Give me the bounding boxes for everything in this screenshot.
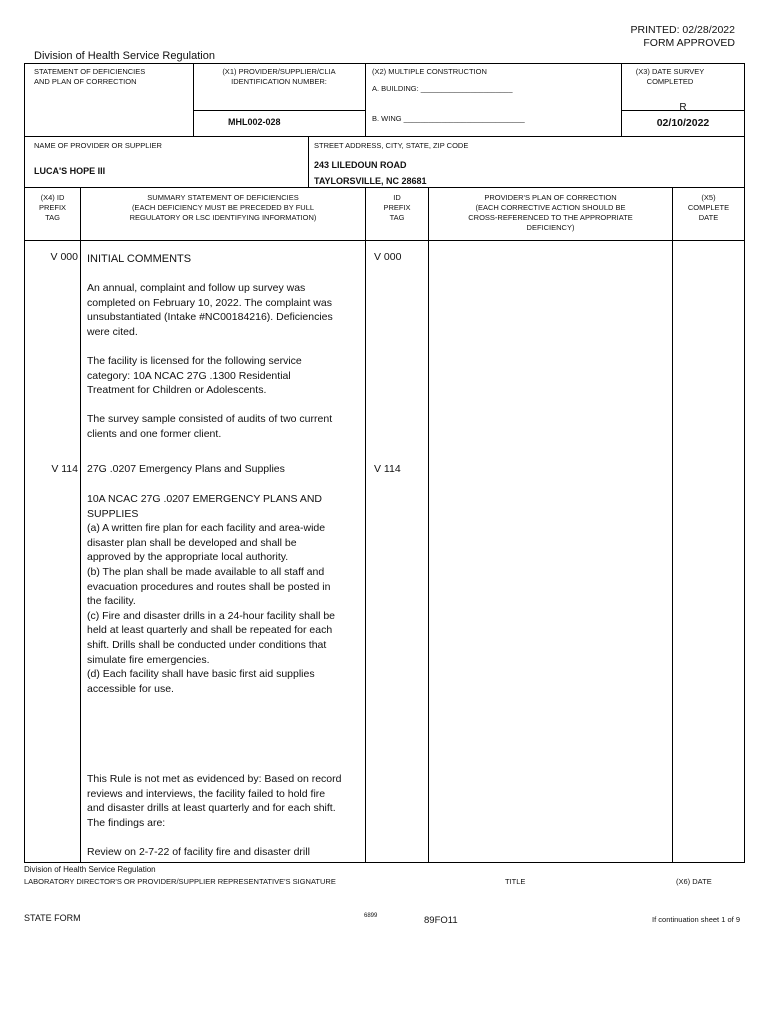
id-header [366, 193, 428, 223]
summary-header-line1: SUMMARY STATEMENT OF DEFICIENCIES [147, 193, 299, 202]
v114-findings [87, 772, 342, 874]
v000-body [87, 281, 337, 456]
provider-name: LUCA'S HOPE III [34, 166, 106, 176]
summary-header-line2: (EACH DEFICIENCY MUST BE PRECEDED BY FULL [131, 203, 315, 212]
v000-id-tag: V 000 [374, 251, 402, 263]
building-label: A. BUILDING: ______________________ [372, 84, 513, 93]
x3-label [621, 67, 719, 87]
v000-paragraph: The facility is licensed for the following service category: 10A NCAC 27G .1300 Residential Treatment for Children or Adolescents. [87, 354, 302, 397]
address-label: STREET ADDRESS, CITY, STATE, ZIP CODE [314, 141, 469, 150]
v114-rule-heading: 10A NCAC 27G .0207 EMERGENCY PLANS AND SUPPLIES [87, 493, 322, 520]
form-code: 89FO11 [424, 915, 458, 926]
provider-id-number: MHL002-028 [228, 117, 281, 127]
summary-header-line3: REGULATORY OR LSC IDENTIFYING INFORMATION) [129, 213, 317, 222]
wing-label: B. WING _____________________________ [372, 114, 525, 123]
x3-label-line1: (X3) DATE SURVEY [635, 67, 705, 76]
division-title: Division of Health Service Regulation [34, 50, 215, 62]
x5-header-line3: DATE [698, 213, 719, 222]
id-header-line3: TAG [389, 213, 405, 222]
x4-header-line3: TAG [45, 213, 60, 222]
signature-label: LABORATORY DIRECTOR'S OR PROVIDER/SUPPLIER REPRESENTATIVE'S SIGNATURE [24, 877, 336, 886]
statement-title-line1: STATEMENT OF DEFICIENCIES [34, 67, 146, 76]
summary-header [81, 193, 365, 223]
v000-paragraph: The survey sample consisted of audits of two current clients and one former client. [87, 413, 333, 440]
plan-header-line3: CROSS-REFERENCED TO THE APPROPRIATE [468, 213, 633, 222]
state-form-label: STATE FORM [24, 913, 81, 923]
plan-header [429, 193, 672, 233]
plan-header-line1: PROVIDER'S PLAN OF CORRECTION [484, 193, 617, 202]
form-code-small: 6899 [364, 913, 378, 919]
v114-id-tag: V 114 [374, 463, 401, 475]
provider-address [314, 157, 427, 189]
x6-date-label: (X6) DATE [676, 877, 712, 886]
x1-label-line1: (X1) PROVIDER/SUPPLIER/CLIA [222, 67, 336, 76]
x1-label [193, 67, 365, 87]
id-header-line2: PREFIX [383, 203, 411, 212]
v114-findings-paragraph: This Rule is not met as evidenced by: Based on record reviews and interviews, the facility failed to hold fire and disaster drills at least quarterly and for each shift. The findings are: [87, 773, 342, 829]
title-label: TITLE [505, 877, 526, 886]
street-address: 243 LILEDOUN ROAD [314, 160, 407, 170]
x4-header [25, 193, 80, 223]
x4-header-line1: (X4) ID [40, 193, 65, 202]
v114-prefix-tag: V 114 [51, 463, 78, 475]
x3-label-line2: COMPLETED [646, 77, 694, 86]
v114-rule-b: (b) The plan shall be made available to all staff and evacuation procedures and routes shall be posted in the facility. [87, 565, 331, 608]
v000-prefix-tag: V 000 [50, 251, 78, 263]
plan-header-line4: DEFICIENCY) [526, 223, 575, 232]
footer-division: Division of Health Service Regulation [24, 865, 156, 874]
continuation-label: If continuation sheet 1 of 9 [652, 915, 740, 924]
form-approved-label: FORM APPROVED [643, 37, 735, 49]
x5-header-line2: COMPLETE [687, 203, 730, 212]
v114-rule-d: (d) Each facility shall have basic first aid supplies accessible for use. [87, 668, 315, 695]
v000-paragraph: An annual, complaint and follow up survey was completed on February 10, 2022. The complaint was unsubstantiated (Intake #NC00184216). Deficiencies were cited. [87, 282, 333, 338]
x2-label: (X2) MULTIPLE CONSTRUCTION [372, 67, 487, 76]
plan-header-line2: (EACH CORRECTIVE ACTION SHOULD BE [475, 203, 626, 212]
printed-label: PRINTED: 02/28/2022 [630, 24, 735, 36]
x4-header-line2: PREFIX [38, 203, 67, 212]
v000-title: INITIAL COMMENTS [87, 253, 192, 265]
survey-date: 02/10/2022 [656, 117, 710, 129]
x5-header [673, 193, 744, 223]
v114-rule-c: (c) Fire and disaster drills in a 24-hour facility shall be held at least quarterly and shall be repeated for each shift. Drills shall be conducted under conditions that simulate fire emergencies. [87, 609, 336, 666]
x1-label-line2: IDENTIFICATION NUMBER: [231, 77, 327, 86]
id-header-line1: ID [393, 193, 401, 202]
v114-rule-a: (a) A written fire plan for each facility and area-wide disaster plan shall be developed and shall be approved by the appropriate local authority. [87, 522, 326, 564]
city-state-zip: TAYLORSVILLE, NC 28681 [314, 176, 427, 186]
v114-review-paragraph: Review on 2-7-22 of facility fire and disaster drill [87, 845, 310, 858]
statement-title-line2: AND PLAN OF CORRECTION [34, 77, 137, 86]
v114-title: 27G .0207 Emergency Plans and Supplies [87, 463, 285, 475]
v114-rule-text [87, 492, 337, 696]
provider-name-label: NAME OF PROVIDER OR SUPPLIER [34, 141, 162, 150]
printed-date [560, 24, 735, 50]
x5-header-line1: (X5) [701, 193, 716, 202]
statement-title [34, 67, 145, 87]
survey-code: R [679, 102, 687, 113]
